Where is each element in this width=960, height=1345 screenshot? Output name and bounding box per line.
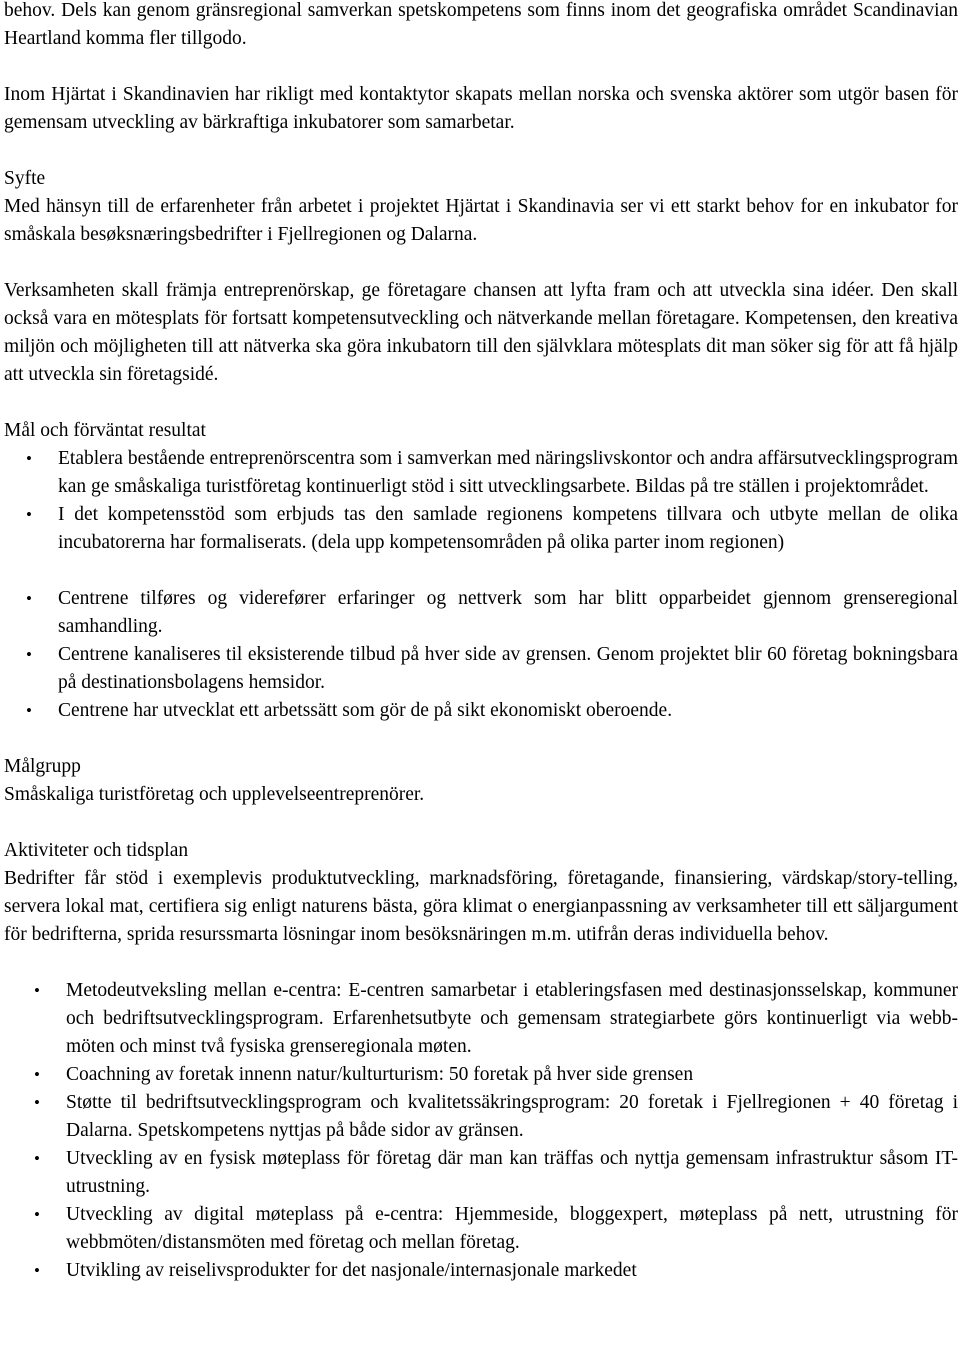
section-heading-malgrupp: Målgrupp: [4, 756, 81, 777]
list-item: [4, 585, 958, 641]
list-item: [4, 641, 958, 697]
bullet-icon: •: [34, 1149, 40, 1168]
activities-list: [4, 977, 958, 1285]
list-item-text: Coachning av foretak innenn natur/kulturturism: 50 foretak på hver side grensen: [66, 1064, 694, 1085]
spacer: [4, 53, 958, 81]
list-item-text: Etablera bestående entreprenörscentra som i samverkan med näringslivskontor och andra affärsutvecklingsprogram kan ge småskaliga turistföretag kontinuerligt stöd i sitt utvecklingsarbete. Bildas på tre ställen i projektområdet.: [58, 448, 958, 497]
aktiviteter-paragraph: Bedrifter får stöd i exemplevis produktutveckling, marknadsföring, företagande, finansiering, värdskap/story-telling, servera lokal mat, certifiera sig enligt naturens bästa, göra klimat o energianpassning av verksamheter till ett säljargument för bedrifterna, sprida resurssmarta lösningar inom besöksnäringen m.m. utifrån deras individuella behov.: [4, 868, 958, 945]
list-item-text: Støtte til bedriftsutvecklingsprogram och kvalitetssäkringsprogram: 20 foretak i Fjellregionen + 40 företag i Dalarna. Spetskompetens nyttjas på både sidor av gränsen.: [66, 1092, 958, 1141]
list-item: [4, 501, 958, 557]
syfte-paragraph-1: Med hänsyn till de erfarenheter från arbetet i projektet Hjärtat i Skandinavia ser vi ett starkt behov for en inkubator for småskala besøksnæringsbedrifter i Fjellregionen og Dalarna.: [4, 196, 958, 245]
list-item-text: Metodeutveksling mellan e-centra: E-centren samarbetar i etableringsfasen med destinasjonsselskap, kommuner och bedriftsutvecklingsprogram. Erfarenhetsutbyte och gemensam strategiarbete görs kontinuerligt via webb-möten och minst två fysiska grenseregionala møten.: [66, 980, 958, 1057]
spacer: [4, 725, 958, 753]
spacer: [4, 249, 958, 277]
bullet-icon: •: [26, 701, 32, 720]
list-item: [4, 1089, 958, 1145]
bullet-icon: •: [26, 645, 32, 664]
bullet-icon: •: [26, 449, 32, 468]
list-item: [4, 977, 958, 1061]
bullet-icon: •: [34, 1261, 40, 1280]
bullet-icon: •: [34, 981, 40, 1000]
intro-paragraph-1: behov. Dels kan genom gränsregional samverkan spetskompetens som finns inom det geografiska området Scandinavian Heartland komma fler tillgodo.: [4, 0, 958, 49]
section-heading-mal: Mål och förväntat resultat: [4, 420, 206, 441]
list-item-text: Utveckling av en fysisk møteplass för företag där man kan träffas och nyttja gemensam infrastruktur såsom IT-utrustning.: [66, 1148, 958, 1197]
goals-list-2: [4, 585, 958, 725]
section-heading-syfte: Syfte: [4, 168, 46, 189]
spacer: [4, 809, 958, 837]
bullet-icon: •: [26, 505, 32, 524]
list-item: [4, 445, 958, 501]
intro-paragraph-2: Inom Hjärtat i Skandinavien har rikligt med kontaktytor skapats mellan norska och svenska aktörer som utgör basen för gemensam utveckling av bärkraftiga inkubatorer som samarbetar.: [4, 84, 958, 133]
list-item: [4, 1061, 958, 1089]
list-item: [4, 697, 958, 725]
list-item-text: Utvikling av reiselivsprodukter for det nasjonale/internasjonale markedet: [66, 1260, 637, 1281]
list-item-text: I det kompetensstöd som erbjuds tas den samlade regionens kompetens tillvara och utbyte mellan de olika incubatorerna har formaliserats. (dela upp kompetensområden på olika parter inom regionen): [58, 504, 958, 553]
list-item: [4, 1257, 958, 1285]
bullet-icon: •: [26, 589, 32, 608]
section-heading-aktiviteter: Aktiviteter och tidsplan: [4, 840, 189, 861]
bullet-icon: •: [34, 1093, 40, 1112]
bullet-icon: •: [34, 1205, 40, 1224]
list-item-text: Centrene tilføres og viderefører erfaringer og nettverk som har blitt opparbeidet gjennom grenseregional samhandling.: [58, 588, 958, 637]
list-item-text: Centrene kanaliseres til eksisterende tilbud på hver side av grensen. Genom projektet blir 60 företag bokningsbara på destinationsbolagens hemsidor.: [58, 644, 958, 693]
spacer: [4, 137, 958, 165]
malgrupp-text: Småskaliga turistföretag och upplevelseentreprenörer.: [4, 784, 425, 805]
list-item: [4, 1145, 958, 1201]
list-item-text: Utveckling av digital møteplass på e-centra: Hjemmeside, bloggexpert, møteplass på nett, utrustning för webbmöten/distansmöten med företag och mellan företag.: [66, 1204, 958, 1253]
syfte-paragraph-2: Verksamheten skall främja entreprenörskap, ge företagare chansen att lyfta fram och att utveckla sina idéer. Den skall också vara en mötesplats för fortsatt kompetensutveckling och nätverkande mellan företagare. Kompetensen, den kreativa miljön och möjligheten till att nätverka ska göra inkubatorn till den självklara mötesplats dit man söker sig för att få hjälp att utveckla sin företagsidé.: [4, 280, 958, 385]
spacer: [4, 949, 958, 977]
list-item-text: Centrene har utvecklat ett arbetssätt som gör de på sikt ekonomiskt oberoende.: [58, 700, 673, 721]
document-page: [4, 0, 958, 1285]
spacer: [4, 557, 958, 585]
list-item: [4, 1201, 958, 1257]
bullet-icon: •: [34, 1065, 40, 1084]
spacer: [4, 389, 958, 417]
goals-list-1: [4, 445, 958, 557]
